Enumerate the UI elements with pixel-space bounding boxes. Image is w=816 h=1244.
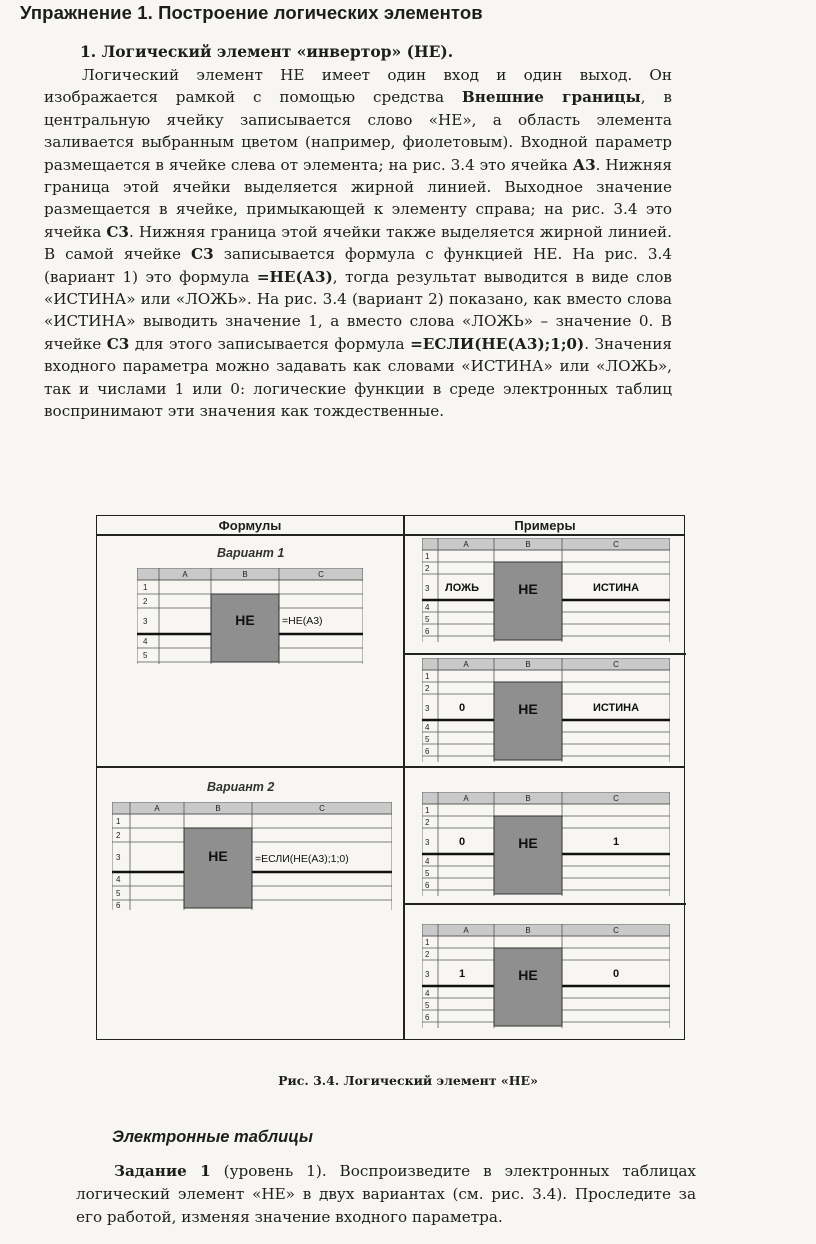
figure-caption: Рис. 3.4. Логический элемент «НЕ»	[278, 1073, 538, 1088]
task-paragraph	[76, 1160, 696, 1228]
row-number: 4	[425, 723, 430, 732]
figure-header-divider	[97, 534, 684, 536]
variant-2-sheet	[112, 802, 392, 910]
variant-2-label: Вариант 2	[207, 780, 275, 794]
row-number: 1	[425, 938, 430, 947]
example-sheet-1	[422, 538, 670, 642]
col-letter-a: A	[182, 570, 188, 579]
col-letter-a: A	[154, 804, 160, 813]
row-number: 2	[425, 818, 430, 827]
figure-example-divider-1	[403, 653, 686, 655]
col-letter: B	[525, 540, 531, 549]
sheet-header-row	[422, 658, 670, 670]
row-number: 1	[425, 806, 430, 815]
row-number: 3	[425, 704, 430, 713]
row-number: 5	[425, 869, 430, 878]
col-letter: A	[463, 660, 469, 669]
figure-3-4	[96, 515, 685, 1040]
paragraph-segment: . Значения входного параметра можно задавать как словами «ИСТИНА» или «ЛОЖЬ», так и числами 1 или 0: логические функции в среде электронных таблиц воспринимают эти значения как тождественные.	[44, 334, 673, 421]
section-title: Электронные таблицы	[112, 1128, 313, 1146]
row-number: 6	[425, 881, 430, 890]
row-number: 4	[425, 857, 430, 866]
exercise-heading: Упражнение 1. Построение логических элементов	[20, 2, 483, 23]
examples-column-header: Примеры	[514, 518, 576, 533]
formula-cell: =ЕСЛИ(НЕ(А3);1;0)	[255, 853, 349, 865]
task-segment: (уровень 1). Воспроизведите в электронных таблицах логический элемент «НЕ» в двух вариантах (см. рис. 3.4). Проследите за его работой, изменяя значение входного параметра.	[76, 1162, 696, 1226]
section-subheading: 1. Логический элемент «инвертор» (НЕ).	[80, 42, 454, 61]
gate-block	[184, 828, 252, 908]
paragraph-segment: =ЕСЛИ(НЕ(А3);1;0)	[410, 334, 585, 353]
input-value: ЛОЖЬ	[445, 582, 479, 594]
paragraph-segment: =НЕ(А3)	[256, 267, 333, 286]
row-number: 2	[425, 564, 430, 573]
gate-label: НЕ	[235, 612, 255, 628]
example-sheet-4	[422, 924, 670, 1028]
sheet-header-row	[422, 924, 670, 936]
task-segment: Задание 1	[114, 1162, 211, 1180]
gate-label: НЕ	[518, 835, 538, 851]
col-letter-b: B	[242, 570, 248, 579]
paragraph-segment: С3	[191, 245, 214, 264]
paragraph-segment: С3	[106, 334, 130, 353]
gate-label: НЕ	[208, 848, 228, 864]
row-number-4: 4	[143, 637, 148, 646]
row-number-2: 2	[116, 831, 121, 840]
row-number: 5	[425, 1001, 430, 1010]
row-number: 6	[425, 747, 430, 756]
gate-label: НЕ	[518, 581, 538, 597]
paragraph-segment: , тогда результат выводится в виде слов «ИСТИНА» или «ЛОЖЬ». На рис. 3.4 (вариант 2) показано, как вместо слова «ИСТИНА» выводить значение 1, а вместо слова «ЛОЖЬ» – значение 0. В ячейке	[44, 267, 672, 353]
row-number-2: 2	[143, 597, 148, 606]
row-number: 6	[425, 627, 430, 636]
gate-block	[494, 816, 562, 894]
row-number-5: 5	[116, 889, 121, 898]
row-number: 3	[425, 970, 430, 979]
col-letter-c: C	[318, 570, 324, 579]
gate-label: НЕ	[518, 967, 538, 983]
col-letter: C	[613, 660, 619, 669]
row-number: 2	[425, 950, 430, 959]
example-sheet-2	[422, 658, 670, 762]
example-sheet-3	[422, 792, 670, 896]
col-letter-b: B	[215, 804, 221, 813]
paragraph-segment: записывается формула с функцией НЕ. На рис. 3.4 (вариант 1) это формула	[44, 245, 672, 286]
gate-block	[494, 562, 562, 640]
row-number-5: 5	[143, 651, 148, 660]
col-letter: A	[463, 540, 469, 549]
output-value: 1	[612, 836, 620, 848]
row-number: 3	[425, 584, 430, 593]
row-number: 3	[425, 838, 430, 847]
paragraph-segment: для этого записывается формула	[129, 334, 411, 353]
col-letter: B	[525, 660, 531, 669]
row-number: 1	[425, 552, 430, 561]
paragraph-segment: Внешние границы	[461, 88, 641, 107]
figure-variant-divider	[97, 766, 684, 768]
paragraph-segment: . Нижняя граница этой ячейки также выделяется жирной линией. В самой ячейке	[44, 222, 672, 264]
col-letter: B	[525, 926, 531, 935]
sheet-header-row	[422, 538, 670, 550]
row-number: 4	[425, 989, 430, 998]
gate-block	[494, 948, 562, 1026]
paragraph-segment: , в центральную ячейку записывается слово «НЕ», а область элемента заливается выбранным цветом (например, фиолетовым). Входной параметр размещается в ячейке слева от элемента; на рис. 3.4 это ячейка	[44, 88, 672, 174]
input-value: 0	[458, 702, 466, 714]
input-value: 0	[458, 836, 466, 848]
variant-1-label: Вариант 1	[217, 546, 285, 560]
figure-example-divider-2	[403, 903, 686, 905]
gate-block	[211, 594, 279, 662]
row-number: 6	[425, 1013, 430, 1022]
formula-cell: =НЕ(А3)	[282, 615, 323, 627]
row-number: 5	[425, 735, 430, 744]
input-value: 1	[458, 968, 466, 980]
output-value: ИСТИНА	[592, 702, 640, 714]
paragraph-segment: А3	[572, 155, 596, 174]
formulas-column-header: Формулы	[218, 518, 282, 533]
row-number: 1	[425, 672, 430, 681]
col-letter-c: C	[319, 804, 325, 813]
paragraph-segment: . Нижняя граница этой ячейки выделяется жирной линией. Выходное значение размещается в ячейке, примыкающей к элементу справа; на рис. 3.4 это ячейка	[44, 155, 673, 241]
col-letter: C	[613, 540, 619, 549]
col-letter: A	[463, 926, 469, 935]
figure-column-divider	[403, 516, 405, 1039]
col-letter: B	[525, 794, 531, 803]
paragraph-segment: Логический элемент НЕ имеет один вход и один выход. Он изображается рамкой с помощью средства	[44, 66, 672, 107]
gate-label: НЕ	[518, 701, 538, 717]
row-number: 2	[425, 684, 430, 693]
body-paragraph	[44, 64, 672, 423]
col-letter: A	[463, 794, 469, 803]
row-number-3: 3	[143, 617, 148, 626]
row-number-6: 6	[116, 901, 121, 910]
row-number-1: 1	[116, 817, 121, 826]
paragraph-segment: С3	[106, 222, 129, 241]
row-number: 4	[425, 603, 430, 612]
row-number: 5	[425, 615, 430, 624]
output-value: 0	[612, 968, 620, 980]
row-number-1: 1	[143, 583, 148, 592]
variant-1-sheet	[137, 568, 363, 664]
gate-block	[494, 682, 562, 760]
row-number-3: 3	[116, 853, 121, 862]
col-letter: C	[613, 794, 619, 803]
col-letter: C	[613, 926, 619, 935]
sheet-header-row	[422, 792, 670, 804]
row-number-4: 4	[116, 875, 121, 884]
output-value: ИСТИНА	[592, 582, 640, 594]
